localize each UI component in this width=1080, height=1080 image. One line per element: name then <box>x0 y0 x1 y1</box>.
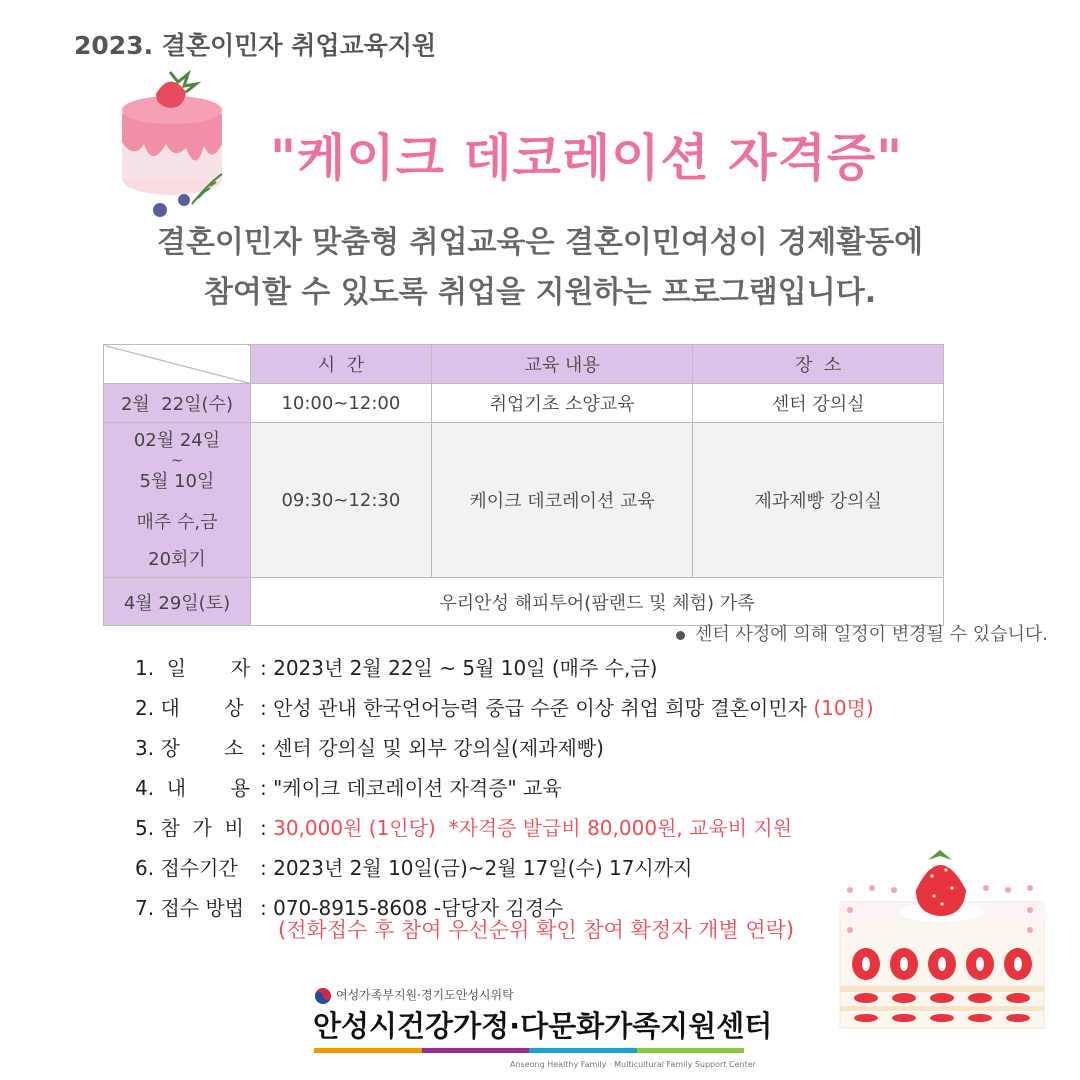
list-item <box>135 728 874 768</box>
date-tilde: ~ <box>171 453 183 469</box>
bullet-icon <box>676 631 685 640</box>
table-row <box>104 423 944 578</box>
column-header-place: 장 소 <box>693 345 944 384</box>
detail-label: 5. 참 가 비 <box>135 816 244 840</box>
list-item <box>135 808 874 848</box>
table-header-row <box>104 345 944 384</box>
logo-bar-segment <box>637 1048 745 1053</box>
logo-sponsor-text: 여성가족부지원·경기도안성시위탁 <box>336 988 514 1002</box>
subtitle <box>0 218 1080 318</box>
table-row <box>104 578 944 626</box>
detail-value: : 센터 강의실 및 외부 강의실(제과제빵) <box>260 736 604 760</box>
date-end: 5월 10일 <box>139 471 215 492</box>
logo-bar-segment <box>529 1048 637 1053</box>
list-item <box>135 648 874 688</box>
logo-english-name: Anseong Healthy Family · Multicultural Family Support Center <box>510 1060 756 1069</box>
row-place: 센터 강의실 <box>693 384 944 423</box>
notice-text: 센터 사정에 의해 일정이 변경될 수 있습니다. <box>694 624 1048 645</box>
row-date <box>104 423 251 578</box>
row-date: 4월 29일(토) <box>104 578 251 626</box>
detail-value: : 070-8915-8608 -담당자 김경수 <box>260 896 564 920</box>
strawberry-cake-illustration <box>836 846 1048 1032</box>
schedule-table <box>103 344 944 626</box>
list-item <box>135 688 874 728</box>
detail-label: 4. 내 용 <box>135 776 250 800</box>
row-merged-content: 우리안성 해피투어(팜랜드 및 체험) 가족 <box>250 578 943 626</box>
row-time: 09:30~12:30 <box>250 423 431 578</box>
logo-bar-segment <box>422 1048 530 1053</box>
row-content: 취업기초 소양교육 <box>431 384 693 423</box>
table-corner-cell <box>104 345 251 384</box>
subtitle-line-2: 참여할 수 있도록 취업을 지원하는 프로그램입니다. <box>203 275 877 310</box>
column-header-content: 교육 내용 <box>431 345 693 384</box>
page-title: "케이크 데코레이션 자격증" <box>270 129 904 187</box>
row-time: 10:00~12:00 <box>250 384 431 423</box>
detail-highlight: 30,000원 (1인당) *자격증 발급비 80,000원, 교육비 지원 <box>273 816 793 840</box>
list-item <box>135 768 874 808</box>
row-date: 2월 22일(수) <box>104 384 251 423</box>
detail-value: : 안성 관내 한국언어능력 중급 수준 이상 취업 희망 결혼이민자 <box>260 696 814 720</box>
cake-illustration-top <box>112 64 232 224</box>
detail-value: : 2023년 2월 22일 ~ 5월 10일 (매주 수,금) <box>260 656 658 680</box>
detail-value: : 2023년 2월 10일(금)~2월 17일(수) 17시까지 <box>260 856 693 880</box>
date-start: 02월 24일 <box>133 430 221 451</box>
details-list <box>135 648 874 928</box>
detail-label: 7. 접수 방법 <box>135 896 245 920</box>
schedule-notice <box>676 620 1048 646</box>
logo-sponsor <box>314 986 514 1005</box>
detail-label: 3. 장 소 <box>135 736 244 760</box>
detail-label: 2. 대 상 <box>135 696 244 720</box>
taegeuk-icon <box>314 987 332 1005</box>
detail-label: 6. 접수기간 <box>135 856 238 880</box>
logo-bar-segment <box>314 1048 422 1053</box>
detail-value: : "케이크 데코레이션 자격증" 교육 <box>260 776 562 800</box>
detail-highlight: (10명) <box>813 696 874 720</box>
row-place: 제과제빵 강의실 <box>693 423 944 578</box>
contact-note: (전화접수 후 참여 우선순위 확인 참여 확정자 개별 연락) <box>278 918 795 942</box>
detail-label: 1. 일 자 <box>135 656 250 680</box>
detail-value: : <box>260 816 274 840</box>
column-header-time: 시 간 <box>250 345 431 384</box>
list-item <box>135 848 874 888</box>
date-sessions: 20회기 <box>148 549 206 570</box>
program-label: 2023. 결혼이민자 취업교육지원 <box>74 31 437 60</box>
date-days: 매주 수,금 <box>136 512 218 533</box>
row-content: 케이크 데코레이션 교육 <box>431 423 693 578</box>
subtitle-line-1: 결혼이민자 맞춤형 취업교육은 결혼이민여성이 경제활동에 <box>156 225 924 260</box>
center-logo-name: 안성시건강가정·다문화가족지원센터 <box>313 1009 773 1043</box>
table-row <box>104 384 944 423</box>
logo-color-bar <box>314 1048 744 1053</box>
